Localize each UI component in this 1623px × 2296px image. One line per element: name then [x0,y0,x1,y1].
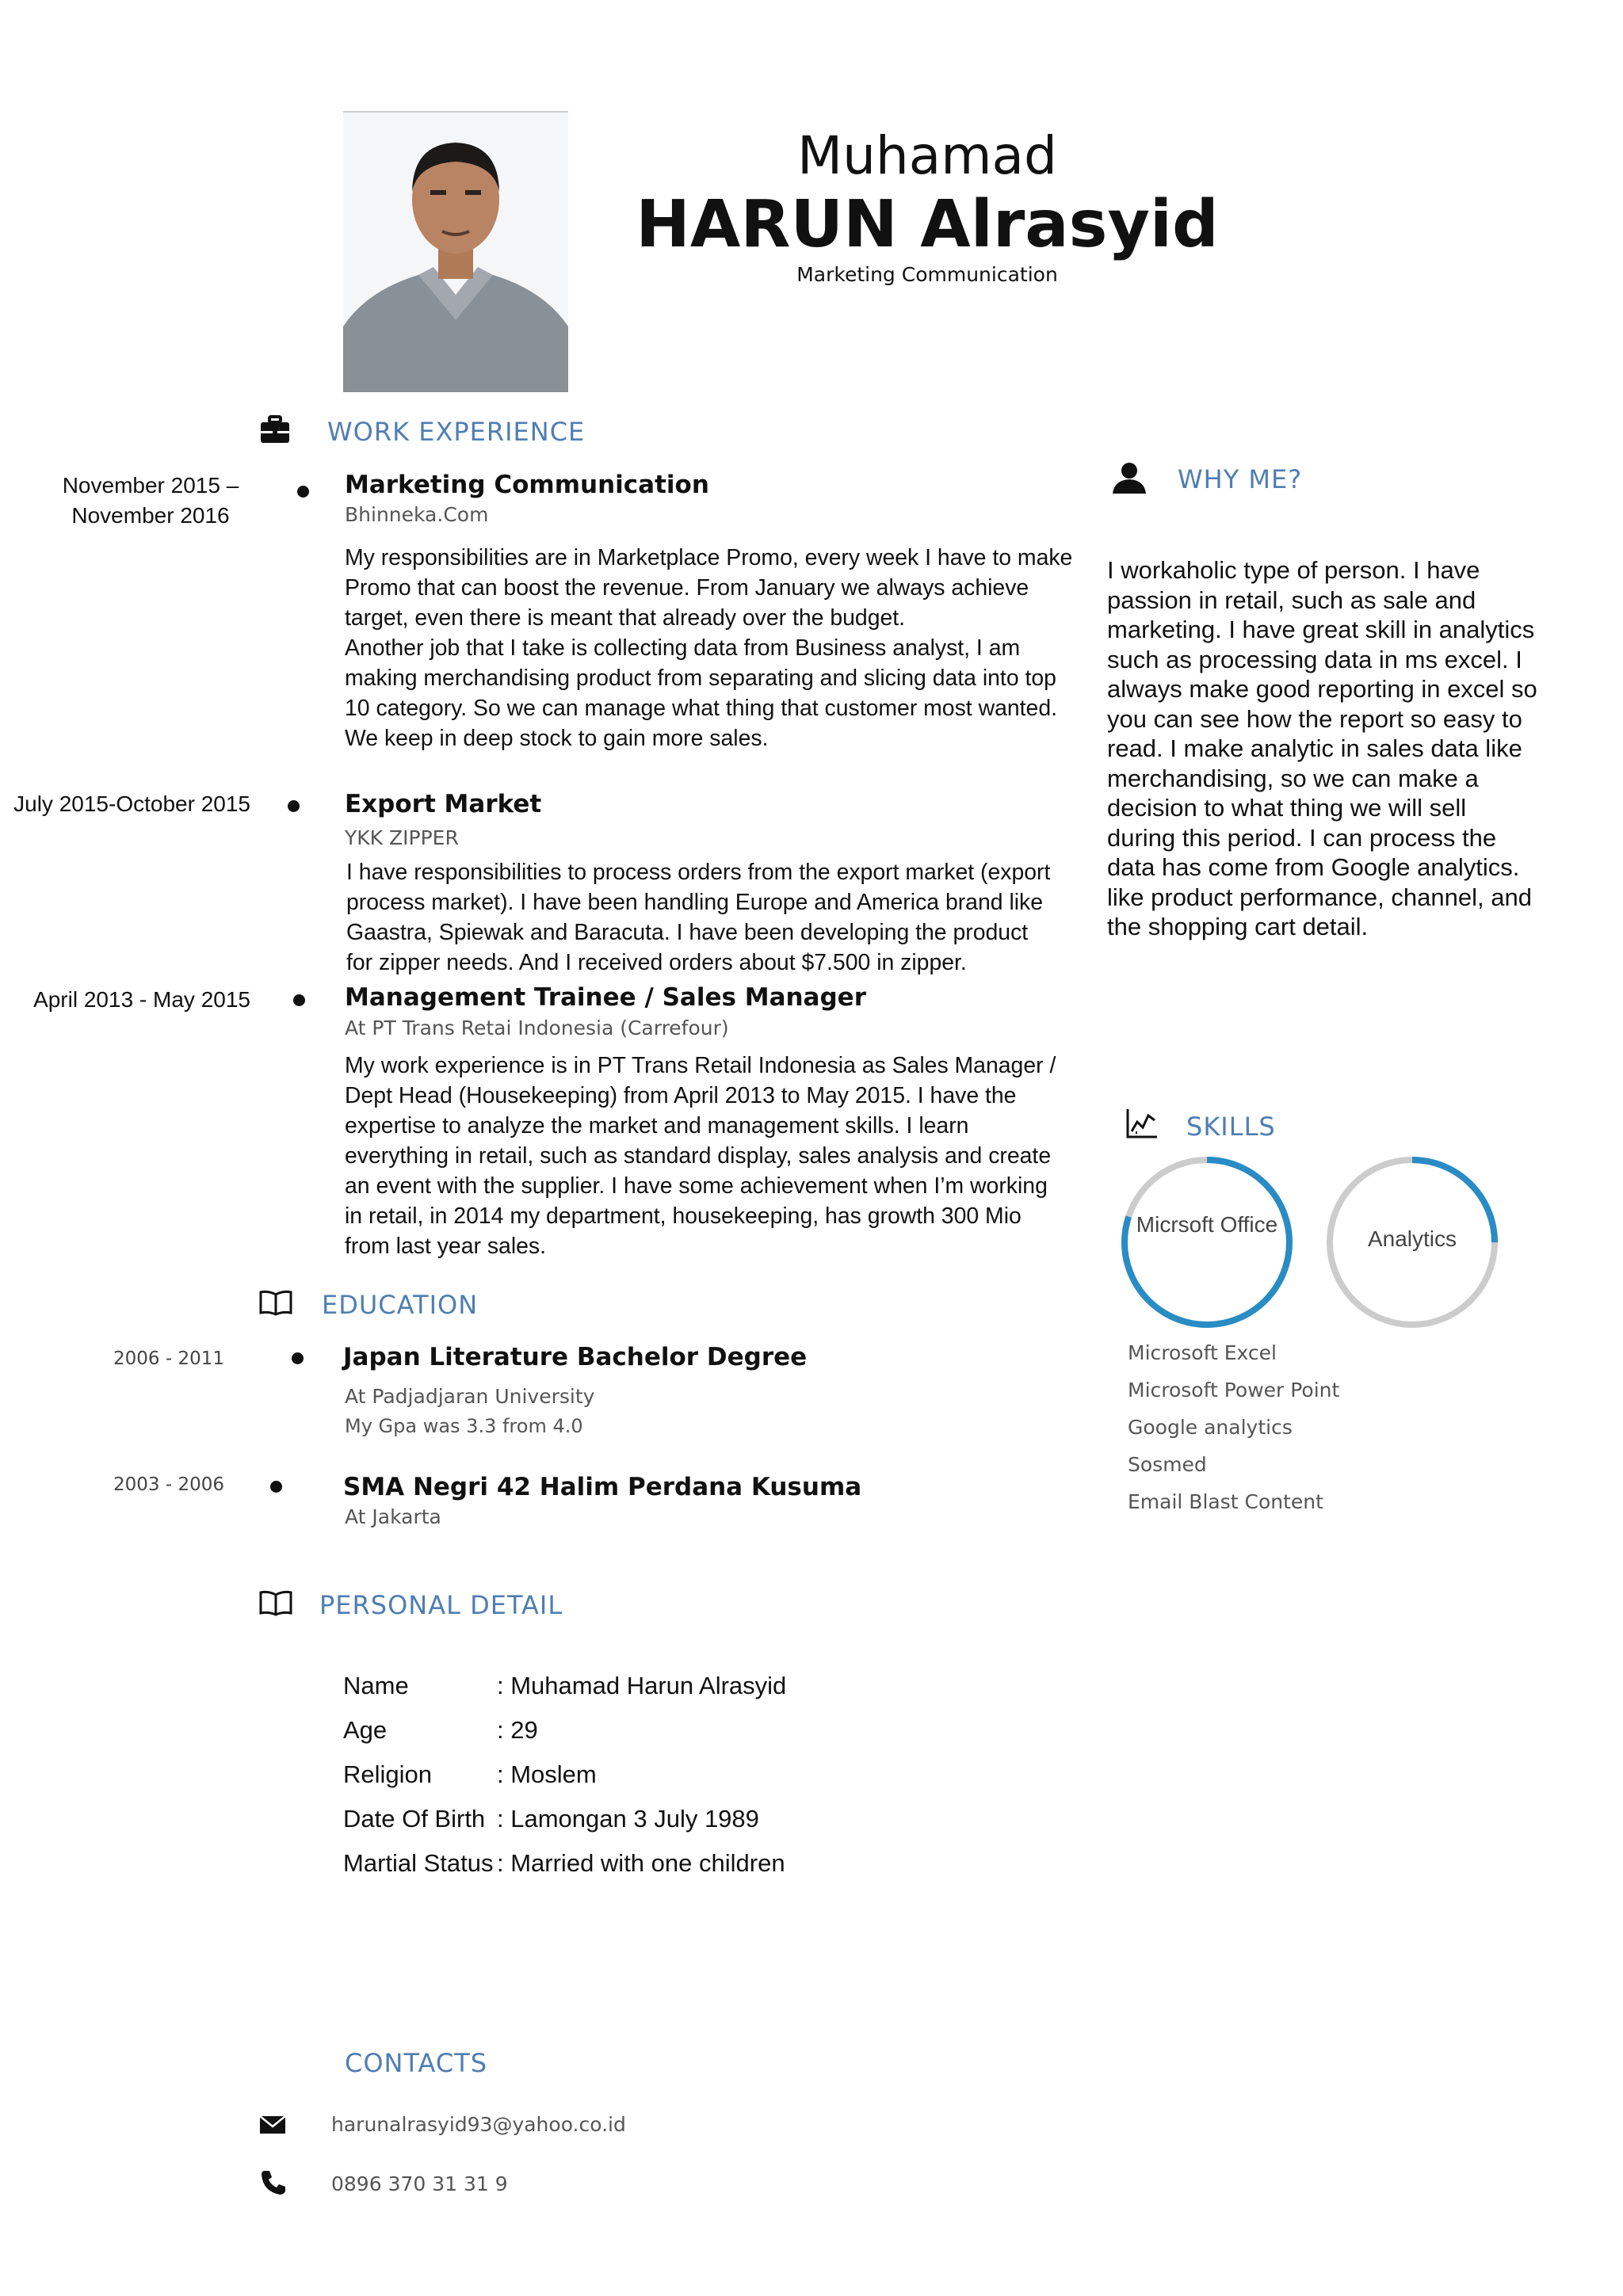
work-experience-heading: WORK EXPERIENCE [327,417,586,447]
skill-item: Microsoft Power Point [1128,1379,1340,1402]
contact-email[interactable]: harunalrasyid93@yahoo.co.id [331,2113,626,2136]
skill-item: Google analytics [1128,1416,1293,1439]
briefcase-icon [259,414,291,446]
edu-1-school: At Padjadjaran University [345,1385,595,1408]
skill-ring-analytics-label: Analytics [1367,1226,1457,1251]
job-2-description: I have responsibilities to process orders from the export market (export process market). I have been handling Europe and America brand like Gaastra, Spiewak and Baracuta. I have been developing the product for zipper needs. And I received orders about $7.500 in zipper. [346,860,1051,975]
job-2-bullet [288,800,300,812]
job-3-title: Management Trainee / Sales Manager [345,983,866,1012]
profile-photo [343,111,568,392]
skill-ring-office [1120,1155,1294,1329]
envelope-icon [259,2115,286,2138]
personal-detail-heading: PERSONAL DETAIL [319,1590,563,1620]
education-heading: EDUCATION [322,1290,479,1320]
why-me-heading: WHY ME? [1178,464,1303,494]
last-name: HARUN Alrasyid [636,187,1219,262]
edu-1-title: Japan Literature Bachelor Degree [343,1343,808,1371]
skills-heading: SKILLS [1186,1112,1276,1142]
job-1-date: November 2015 – November 2016 [62,473,239,528]
personal-row-age [343,1708,538,1753]
contacts-heading: CONTACTS [345,2048,488,2078]
personal-label: Age [343,1716,388,1744]
personal-row-marital [343,1841,785,1886]
job-2-title: Export Market [345,790,542,818]
job-1-description: My responsibilities are in Marketplace Promo, every week I have to make Promo that can boost the revenue. From January we always achieve target, even there is meant that already over the budget. Another job that I take is collecting data from Business analyst, I am making merchandising product from separating and slicing data into top 10 category. So we can manage what thing that customer most wanted. We keep in deep stock to gain more sales. [345,545,1073,751]
why-me-text: I workaholic type of person. I have passion in retail, such as sale and marketing. I have great skill in analytics such as processing data in ms excel. I always make good reporting in excel so you can see how the report so easy to read. I make analytic in sales data like merchandising, so we can make a decision to what thing we will sell during this period. I can process the data has come from Google analytics. like product performance, channel, and the shopping cart detail. [1107,556,1537,940]
phone-icon [260,2169,287,2200]
person-photo-illustration [343,113,568,392]
subtitle: Marketing Communication [796,263,1058,286]
person-icon [1111,461,1148,498]
job-2-date: July 2015-October 2015 [13,791,250,816]
personal-row-name [343,1664,787,1708]
personal-value: : Moslem [497,1760,597,1788]
edu-2-school: At Jakarta [345,1505,441,1528]
skill-ring-office-chart [1120,1155,1294,1329]
personal-label: Martial Status [343,1849,494,1877]
skill-ring-office-label: Micrsoft Office [1136,1212,1278,1237]
skill-item: Microsoft Excel [1128,1341,1277,1364]
job-1-title: Marketing Communication [345,471,709,499]
edu-2-date: 2003 - 2006 [113,1474,224,1495]
personal-label: Name [343,1672,409,1699]
job-1-company: Bhinneka.Com [345,503,489,526]
personal-label: Religion [343,1760,433,1788]
job-1-bullet [297,486,309,498]
personal-detail-table [343,1664,787,1886]
edu-2-title: SMA Negri 42 Halim Perdana Kusuma [343,1473,862,1501]
first-name: Muhamad [797,125,1057,186]
job-3-description: My work experience is in PT Trans Retail Indonesia as Sales Manager / Dept Head (Housekeeping) from April 2013 to May 2015. I have the expertise to analyze the market and management skills. I learn everything in retail, such as standard display, sales analysis and create an event with the supplier. I have some achievement when I’m working in retail, in 2014 my department, housekeeping, has growth 300 Mio from last year sales. [345,1053,1056,1259]
job-2-company: YKK ZIPPER [345,826,459,849]
open-book-icon [259,1290,291,1322]
skill-item: Email Blast Content [1128,1490,1323,1513]
job-3-date: April 2013 - May 2015 [33,987,250,1012]
personal-row-dob [343,1797,759,1841]
edu-1-date: 2006 - 2011 [113,1348,224,1369]
open-book-icon [259,1590,291,1622]
job-3-bullet [293,994,305,1006]
chart-icon [1125,1108,1159,1143]
personal-row-religion [343,1753,597,1797]
personal-value: : Lamongan 3 July 1989 [497,1805,759,1833]
personal-value: : Married with one children [497,1849,785,1877]
skill-ring-analytics [1325,1155,1499,1329]
personal-value: : 29 [497,1716,538,1744]
edu-1-bullet [292,1352,304,1364]
job-3-company: At PT Trans Retai Indonesia (Carrefour) [345,1016,729,1039]
contact-phone[interactable]: 0896 370 31 31 9 [331,2172,508,2195]
skills-list [1128,1334,1339,1520]
personal-value: : Muhamad Harun Alrasyid [497,1672,787,1699]
edu-1-note: My Gpa was 3.3 from 4.0 [345,1415,583,1437]
edu-2-bullet [270,1481,282,1493]
skill-item: Sosmed [1128,1453,1207,1476]
personal-label: Date Of Birth [343,1805,486,1833]
